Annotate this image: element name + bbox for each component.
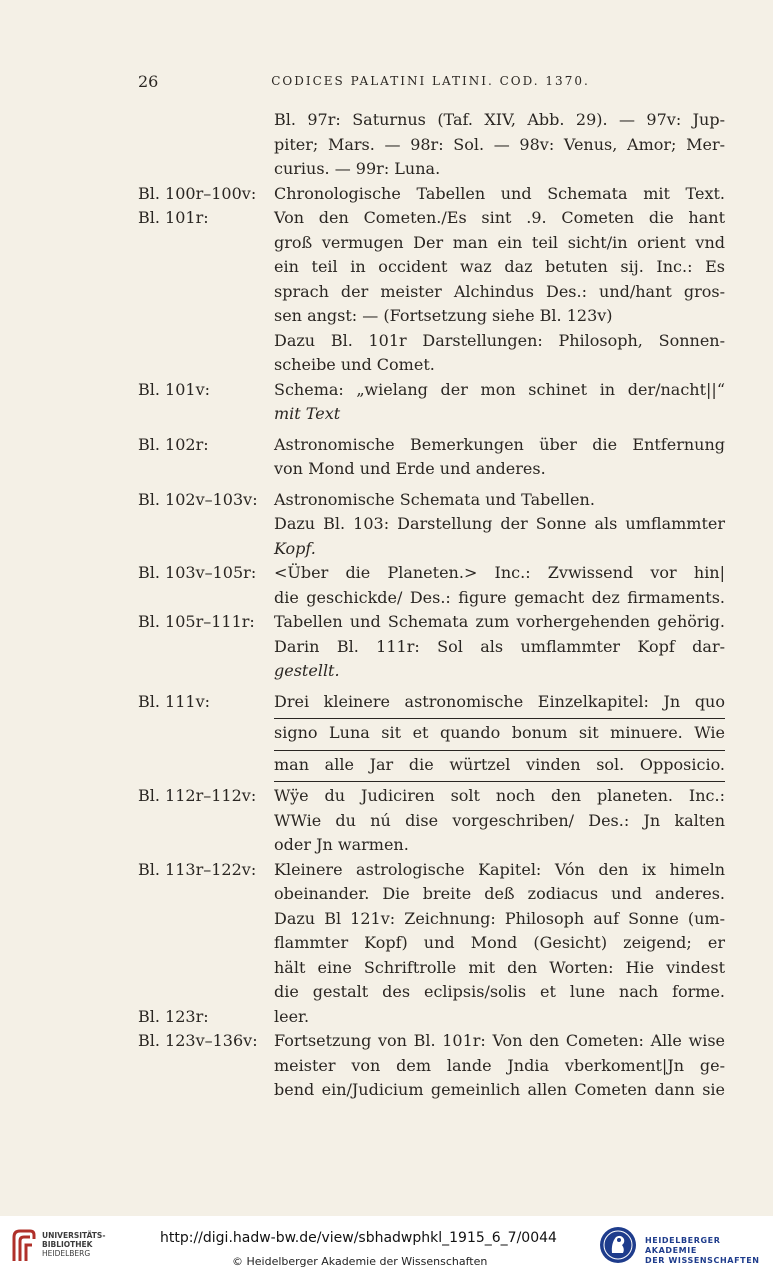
- entry-line: Astronomische Schemata und Tabellen.: [274, 489, 595, 509]
- catalog-entry: [138, 610, 725, 684]
- entry-line: meister von dem lande Jndia vberkoment|Jn ge-: [274, 1055, 725, 1075]
- entry-text: [274, 108, 725, 182]
- catalog-entry: [138, 206, 725, 378]
- catalog-entry: [138, 561, 725, 610]
- entry-line: Fortsetzung von Bl. 101r: Von den Cometen: Alle wise: [274, 1031, 725, 1050]
- entry-line: Wÿe du Judiciren solt noch den planeten. Inc.:: [274, 786, 725, 805]
- library-name: UNIVERSITÄTS- BIBLIOTHEK HEIDELBERG: [42, 1231, 106, 1258]
- academy-seal-icon: [598, 1225, 638, 1265]
- folio-ref: Bl. 105r–111r:: [138, 612, 255, 631]
- entry-line: man alle Jar die würtzel vinden sol. Opposicio.: [274, 753, 725, 783]
- page-number: 26: [138, 72, 159, 91]
- entry-line: Bl. 97r: Saturnus (Taf. XIV, Abb. 29). — 97v: Jup-: [274, 110, 725, 129]
- folio-ref: Bl. 102v–103v:: [138, 489, 258, 509]
- entry-line: piter; Mars. — 98r: Sol. — 98v: Venus, Amor; Mer-: [274, 134, 725, 154]
- entry-line: die gestalt des eclipsis/solis et lune nach forme.: [274, 982, 725, 1001]
- catalog-entry: [138, 378, 725, 427]
- entry-line: sprach der meister Alchindus Des.: und/hant gros-: [274, 281, 725, 301]
- entry-line: obeinander. Die breite deß zodiacus und anderes.: [274, 884, 725, 903]
- entry-text: [274, 610, 725, 684]
- entry-text: [274, 858, 725, 1005]
- catalog-entry: [138, 182, 725, 207]
- catalog-entry: [138, 784, 725, 858]
- entry-line: <Über die Planeten.> Inc.: Zvwissend vor hin|: [274, 563, 725, 582]
- entry-line: ein teil in occident waz daz betuten sij. Inc.: Es: [274, 257, 725, 276]
- copyright-notice: © Heidelberger Akademie der Wissenschaften: [232, 1255, 488, 1268]
- entry-text: [274, 206, 725, 378]
- entry-line: Kopf.: [274, 538, 316, 558]
- catalog-entry: [138, 433, 725, 482]
- folio-ref: Bl. 123r:: [138, 1006, 209, 1026]
- folio-ref: Bl. 101v:: [138, 379, 211, 399]
- entry-text: [274, 1005, 725, 1030]
- entry-line: Chronologische Tabellen und Schemata mit Text.: [274, 183, 725, 203]
- entry-line: bend ein/Judicium gemeinlich allen Cometen dann sie: [274, 1080, 725, 1099]
- entry-line: von Mond und Erde und anderes.: [274, 459, 546, 478]
- folio-ref: Bl. 102r:: [138, 434, 209, 454]
- entry-text: [274, 488, 725, 562]
- folio-ref: [138, 108, 274, 182]
- entry-line: signo Luna sit et quando bonum sit minuere. Wie: [274, 721, 725, 751]
- entry-line: flammter Kopf) und Mond (Gesicht) zeigend; er: [274, 933, 725, 952]
- entry-line: hält eine Schriftrolle mit den Worten: Hie vindest: [274, 957, 725, 977]
- entry-text: [274, 433, 725, 482]
- folio-ref: Bl. 111v:: [138, 691, 211, 711]
- entry-text: [274, 378, 725, 427]
- entry-line: Drei kleinere astronomische Einzelkapitel: Jn quo: [274, 690, 725, 720]
- page-header: [138, 72, 723, 94]
- catalog-entry: [138, 858, 725, 1005]
- entry-text: [274, 1029, 725, 1103]
- entry-line: Dazu Bl. 101r Darstellungen: Philosoph, Sonnen-: [274, 330, 725, 350]
- entry-text: [274, 561, 725, 610]
- entry-line: mit Text: [274, 404, 341, 423]
- entry-line: scheibe und Comet.: [274, 355, 435, 374]
- entry-text: [274, 784, 725, 858]
- entry-line: die geschickde/ Des.: figure gemacht dez firmaments.: [274, 587, 725, 607]
- entry-line: groß vermugen Der man ein teil sicht/in orient vnd: [274, 232, 725, 252]
- catalog-entry: [138, 488, 725, 562]
- entry-line: gestellt.: [274, 661, 340, 680]
- entry-line: WWie du nú dise vorgeschriben/ Des.: Jn kalten: [274, 810, 725, 830]
- entry-line: Astronomische Bemerkungen über die Entfernung: [274, 434, 725, 454]
- entry-line: Tabellen und Schemata zum vorhergehenden gehörig.: [274, 612, 725, 631]
- academy-name: HEIDELBERGER AKADEMIE DER WISSENSCHAFTEN: [645, 1236, 760, 1265]
- entry-line: sen angst: — (Fortsetzung siehe Bl. 123v): [274, 306, 613, 325]
- entry-text: [274, 182, 725, 207]
- entry-line: Dazu Bl 121v: Zeichnung: Philosoph auf Sonne (um-: [274, 908, 725, 928]
- entry-line: oder Jn warmen.: [274, 835, 409, 854]
- entry-line: curius. — 99r: Luna.: [274, 159, 441, 178]
- folio-ref: Bl. 103v–105r:: [138, 563, 257, 582]
- entry-line: Von den Cometen./Es sint .9. Cometen die hant: [274, 208, 725, 227]
- folio-ref: Bl. 101r:: [138, 208, 209, 227]
- entry-line: Kleinere astrologische Kapitel: Vón den ix himeln: [274, 859, 725, 879]
- catalog-entry: [138, 1029, 725, 1103]
- catalog-entry: [138, 1005, 725, 1030]
- viewer-footer: [0, 1216, 773, 1273]
- catalog-entries: [138, 108, 725, 1103]
- permalink-url[interactable]: http://digi.hadw-bw.de/view/sbhadwphkl_1915_6_7/0044: [160, 1230, 557, 1246]
- folio-ref: Bl. 113r–122v:: [138, 859, 257, 879]
- catalog-entry: [138, 108, 725, 182]
- running-title: CODICES PALATINI LATINI. COD. 1370.: [271, 74, 590, 88]
- catalog-entry: [138, 690, 725, 785]
- entry-line: Dazu Bl. 103: Darstellung der Sonne als umflammter: [274, 514, 725, 533]
- university-library-logo-icon: [10, 1229, 36, 1263]
- folio-ref: Bl. 100r–100v:: [138, 183, 257, 203]
- entry-line: Schema: „wielang der mon schinet in der/nacht||“: [274, 379, 725, 399]
- folio-ref: Bl. 112r–112v:: [138, 786, 257, 805]
- entry-text: [274, 690, 725, 785]
- folio-ref: Bl. 123v–136v:: [138, 1031, 258, 1050]
- entry-line: leer.: [274, 1006, 310, 1026]
- entry-line: Darin Bl. 111r: Sol als umflammter Kopf dar-: [274, 636, 725, 656]
